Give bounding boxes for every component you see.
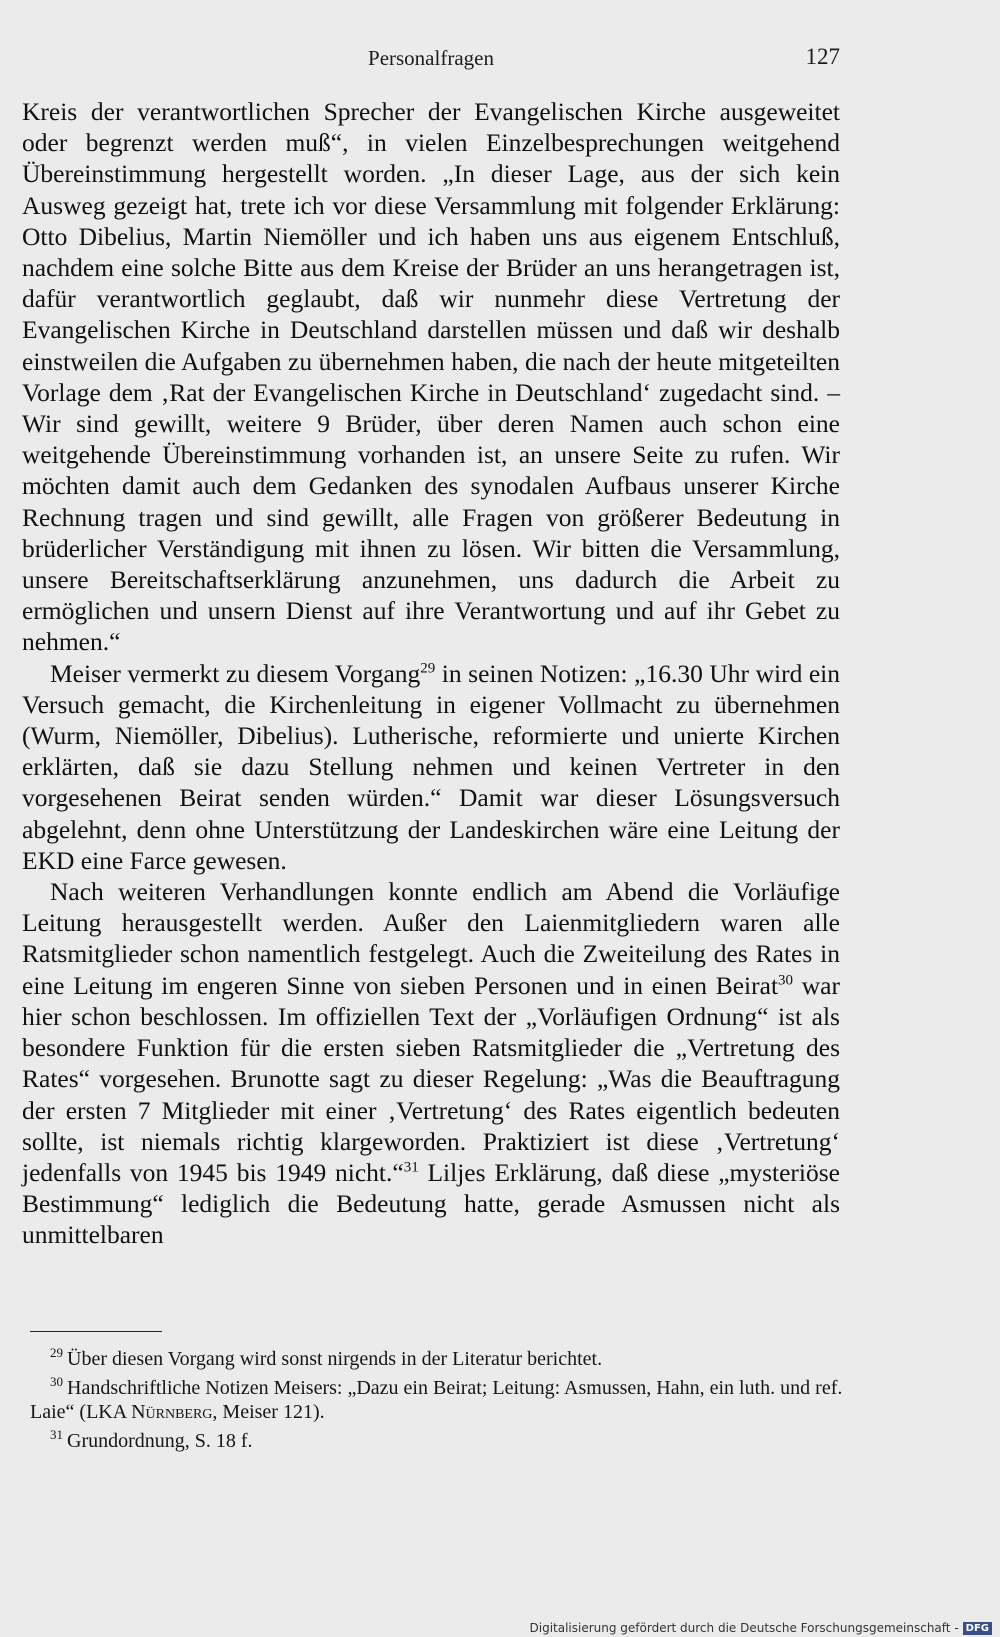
paragraph-text: war hier schon beschlossen. Im offiziellen Text der „Vorläufigen Ordnung“ ist als besondere Funktion für die ersten sieben Ratsmitglieder die „Vertretung des Rates“ vorgesehen. Brunotte sagt zu dieser Regelung: „Was die Beauftragung der ersten 7 Mitglieder mit einer ‚Vertretung‘ des Rates eigentlich bedeuten sollte, ist niemals richtig klargeworden. Praktiziert ist diese ‚Vertretung‘ jedenfalls von 1945 bis 1949 nicht.“ [22, 970, 840, 1187]
paragraph-2 [22, 658, 840, 876]
footnote-number: 31 [50, 1426, 63, 1442]
paragraph-1 [22, 96, 840, 658]
footnote-text: , Meiser 121). [212, 1401, 325, 1423]
footnote-text: Grundordnung, S. 18 f. [67, 1429, 253, 1452]
page-number: 127 [805, 44, 840, 69]
main-text [22, 96, 840, 1251]
paragraph-3 [22, 876, 840, 1250]
footnote-text: Handschriftliche Notizen Meisers: „Dazu ein Beirat; Leitung: Asmussen, Hahn, ein luth. und ref. Laie“ (LKA [30, 1376, 843, 1423]
digitization-credit [530, 1621, 993, 1635]
credit-text: Digitalisierung gefördert durch die Deutsche Forschungsgemeinschaft - [529, 1621, 959, 1635]
footnote-30 [30, 1373, 852, 1425]
paragraph-text: in seinen Notizen: „16.30 Uhr wird ein Versuch gemacht, die Kirchenleitung in eigener Vollmacht zu übernehmen (Wurm, Niemöller, Dibelius). Lutherische, reformierte und unierte Kirchen erklärten, daß sie dazu Stellung nehmen und keinen Vertreter in den vorgesehenen Beirat senden würden.“ Damit war dieser Lösungsversuch abgelehnt, denn ohne Unterstützung der Landeskirchen wäre eine Leitung der EKD eine Farce gewesen. [22, 658, 840, 875]
paragraph-text: Meiser vermerkt zu diesem Vorgang [50, 658, 421, 688]
paragraph-text: Kreis der verantwortlichen Sprecher der Evangelischen Kirche ausgeweitet oder begrenzt werden muß“, in vielen Einzelbesprechungen weitgehend Übereinstimmung hergestellt worden. „In dieser Lage, aus der sich kein Ausweg gezeigt hat, trete ich vor diese Versammlung mit folgender Erklärung: Otto Dibelius, Martin Niemöller und ich haben uns aus eigenem Entschluß, nachdem eine solche Bitte aus dem Kreise der Brüder an uns herangetragen ist, dafür verantwortlich geglaubt, daß wir nunmehr diese Vertretung der Evangelischen Kirche in Deutschland darstellen müssen und daß wir deshalb einstweilen die Aufgaben zu übernehmen haben, die nach der heute mitgeteilten Vorlage dem ‚Rat der Evangelischen Kirche in Deutschland‘ zugedacht sind. – Wir sind gewillt, weitere 9 Brüder, über deren Namen auch schon eine weitgehende Übereinstimmung vorhanden ist, an unsere Seite zu rufen. Wir möchten damit auch dem Gedanken des synodalen Aufbaus unserer Kirche Rechnung tragen und sind gewillt, alle Fragen von größerer Bedeutung in brüderlicher Verständigung mit ihnen zu lösen. Wir bitten die Versammlung, unsere Bereitschaftserklärung anzunehmen, uns dadurch die Arbeit zu ermöglichen und unsern Dienst auf ihre Verantwortung und auf ihr Gebet zu nehmen.“ [22, 97, 840, 657]
footnote-29 [30, 1347, 852, 1372]
footnote-ref-31[interactable]: 31 [403, 1159, 419, 1176]
running-title: Personalfragen [368, 46, 494, 70]
footnotes [30, 1347, 852, 1457]
footnote-number: 30 [50, 1373, 63, 1389]
footnote-31 [30, 1426, 852, 1454]
dfg-logo: DFG [963, 1622, 992, 1635]
footnote-place: Nürnberg [131, 1401, 213, 1423]
footnote-ref-30[interactable]: 30 [778, 972, 794, 989]
footnote-ref-29[interactable]: 29 [420, 660, 436, 677]
paragraph-text: Nach weiteren Verhandlungen konnte endlich am Abend die Vorläufige Leitung herausgestellt werden. Außer den Laienmitgliedern waren alle Ratsmitglieder schon namentlich festgelegt. Auch die Zweiteilung des Rates in eine Leitung im engeren Sinne von sieben Personen und in einen Beirat [22, 877, 840, 1000]
running-head [22, 40, 840, 72]
paragraph-text: Liljes Erklärung, daß diese „mysteriöse Bestimmung“ lediglich die Bedeutung hatte, gerade Asmussen nicht als unmittelbaren [22, 1157, 840, 1250]
footnote-divider [30, 1331, 162, 1332]
footnote-number: 29 [50, 1345, 63, 1361]
footnote-text: Über diesen Vorgang wird sonst nirgends in der Literatur berichtet. [67, 1348, 603, 1370]
